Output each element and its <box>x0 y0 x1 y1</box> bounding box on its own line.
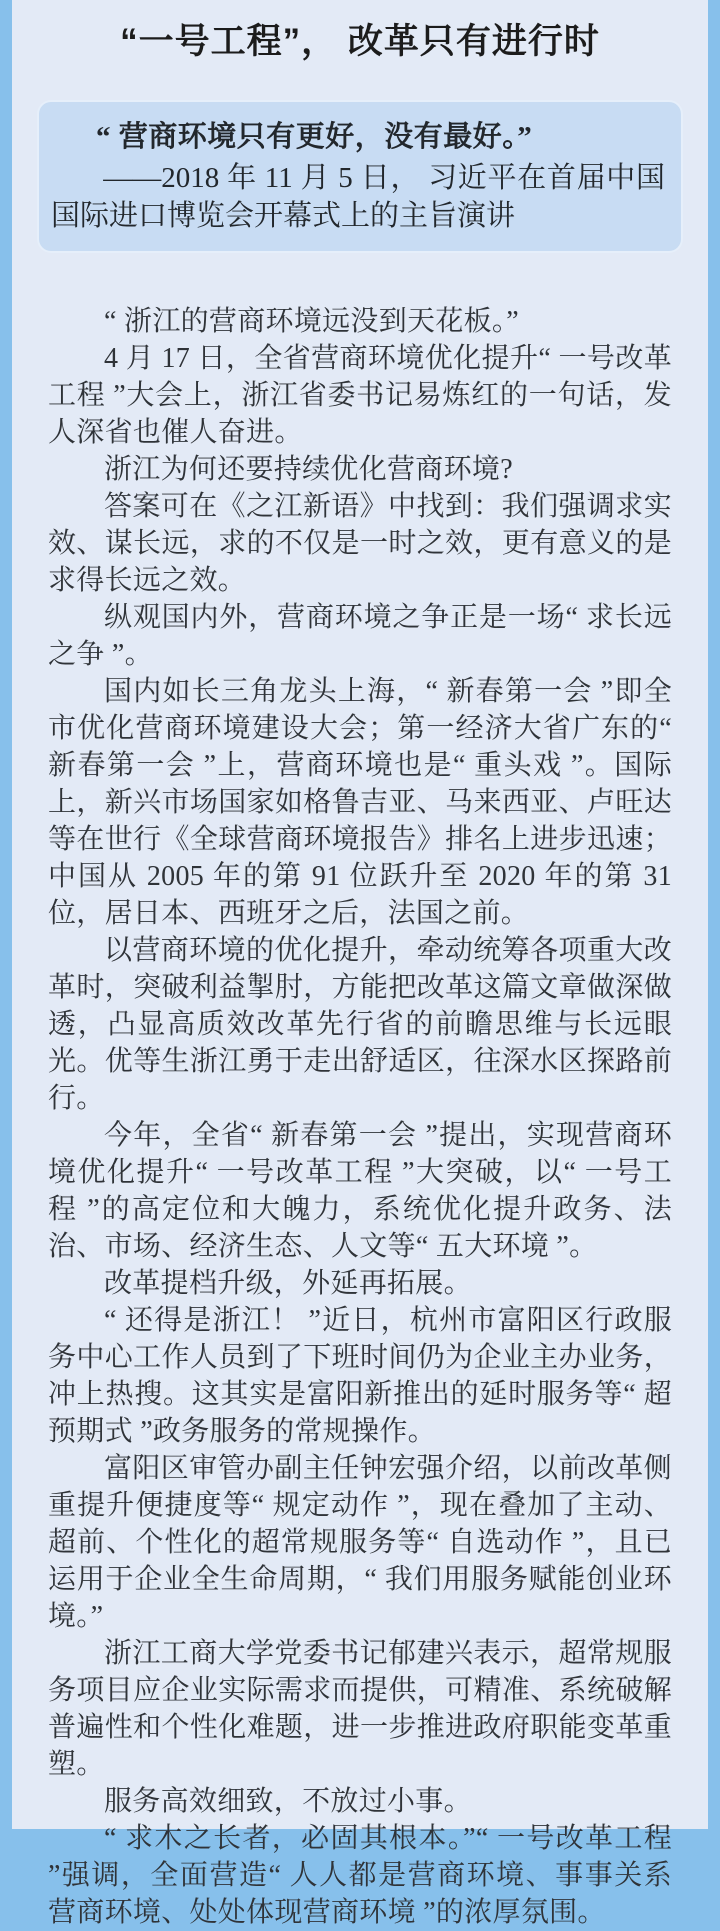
article-paragraph: “ 浙江的营商环境远没到天花板。” <box>104 305 519 337</box>
page-title: “一号工程”， 改革只有进行时 <box>120 22 600 61</box>
article-paragraph: 4 月 17 日，全省营商环境优化提升“ 一号改革工程 ”大会上，浙江省委书记易炼红的一句话，发人深省也催人奋进。 <box>48 342 672 448</box>
article-body <box>48 303 672 1931</box>
quote-text: “ 营商环境只有更好，没有最好。” <box>95 120 533 153</box>
article-paragraph: 答案可在《之江新语》中找到：我们强调求实效、谋长远，求的不仅是一时之效，更有意义的是求得长远之效。 <box>48 490 672 596</box>
article-paragraph: 改革提档升级，外延再拓展。 <box>104 1267 472 1299</box>
article-paragraph: 浙江工商大学党委书记郁建兴表示，超常规服务项目应企业实际需求而提供，可精准、系统破解普遍性和个性化难题，进一步推进政府职能变革重塑。 <box>48 1637 672 1780</box>
quote-callout-box <box>37 100 683 253</box>
article-paragraph: 以营商环境的优化提升，牵动统筹各项重大改革时，突破利益掣肘，方能把改革这篇文章做深做透，凸显高质效改革先行省的前瞻思维与长远眼光。优等生浙江勇于走出舒适区，往深水区探路前行。 <box>48 934 672 1114</box>
article-paragraph: 富阳区审管办副主任钟宏强介绍，以前改革侧重提升便捷度等“ 规定动作 ”，现在叠加了主动、超前、个性化的超常规服务等“ 自选动作 ”，且已运用于企业全生命周期，“ 我们用服务赋能创业环境。” <box>48 1452 672 1632</box>
quote-attribution: ——2018 年 11 月 5 日， 习近平在首届中国国际进口博览会开幕式上的主旨演讲 <box>51 161 665 232</box>
article-paragraph: “ 求木之长者，必固其根本。”“ 一号改革工程 ”强调，全面营造“ 人人都是营商环境、事事关系营商环境、处处体现营商环境 ”的浓厚氛围。 <box>48 1822 672 1928</box>
article-paragraph: 今年，全省“ 新春第一会 ”提出，实现营商环境优化提升“ 一号改革工程 ”大突破，以“ 一号工程 ”的高定位和大魄力，系统优化提升政务、法治、市场、经济生态、人文等“ 五大环境 ”。 <box>48 1119 672 1262</box>
article-paragraph: 服务高效细致，不放过小事。 <box>104 1785 472 1817</box>
article-paragraph: 浙江为何还要持续优化营商环境? <box>104 453 513 485</box>
article-paragraph: 国内如长三角龙头上海，“ 新春第一会 ”即全市优化营商环境建设大会；第一经济大省广东的“ 新春第一会 ”上，营商环境也是“ 重头戏 ”。国际上，新兴市场国家如格鲁吉亚、马来西亚、卢旺达等在世行《全球营商环境报告》排名上进步迅速；中国从 2005 年的第 91 位跃升至 2020 年的第 31 位，居日本、西班牙之后，法国之前。 <box>48 675 672 929</box>
article-panel <box>12 0 708 1928</box>
article-paragraph: 纵观国内外，营商环境之争正是一场“ 求长远之争 ”。 <box>48 601 672 670</box>
article-paragraph: “ 还得是浙江！ ”近日，杭州市富阳区行政服务中心工作人员到了下班时间仍为企业主办业务，冲上热搜。这其实是富阳新推出的延时服务等“ 超预期式 ”政务服务的常规操作。 <box>48 1304 672 1447</box>
